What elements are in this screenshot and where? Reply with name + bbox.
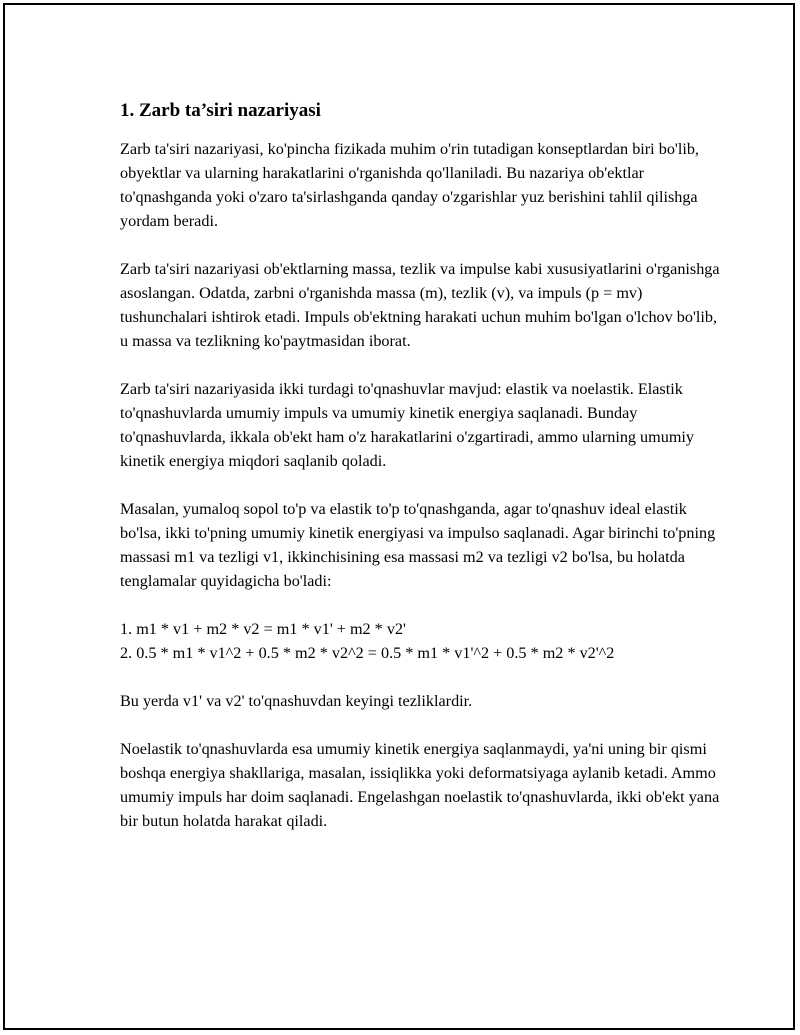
paragraph-properties: Zarb ta'siri nazariyasi ob'ektlarning massa, tezlik va impulse kabi xususiyatlarini o'rganishga asoslangan. Odatda, zarbni o'rganishda massa (m), tezlik (v), va impuls (p = mv) tushunchalari ishtirok etadi. Impuls ob'ektning harakati uchun muhim bo'lgan o'lchov bo'lib, u massa va tezlikning ko'paytmasidan iborat. [120,260,720,350]
page-frame [3,3,795,1030]
equation-momentum: 1. m1 * v1 + m2 * v2 = m1 * v1' + m2 * v2' [120,620,406,638]
equation-kinetic-energy: 2. 0.5 * m1 * v1^2 + 0.5 * m2 * v2^2 = 0.5 * m1 * v1'^2 + 0.5 * m2 * v2'^2 [120,644,615,662]
paragraph-inelastic: Noelastik to'qnashuvlarda esa umumiy kinetik energiya saqlanmaydi, ya'ni uning bir qismi boshqa energiya shakllariga, masalan, issiqlikka yoki deformatsiyaga aylanib ketadi. Ammo umumiy impuls har doim saqlanadi. Engelashgan noelastik to'qnashuvlarda, ikki ob'ekt yana bir butun holatda harakat qiladi. [120,740,720,830]
equations-list [120,617,720,665]
paragraph-intro: Zarb ta'siri nazariyasi, ko'pincha fizikada muhim o'rin tutadigan konseptlardan biri bo'lib, obyektlar va ularning harakatlarini o'rganishda qo'llaniladi. Bu nazariya ob'ektlar to'qnashganda yoki o'zaro ta'sirlashganda qanday o'zgarishlar yuz berishini tahlil qilishga yordam beradi. [120,140,699,230]
paragraph-velocities-note: Bu yerda v1' va v2' to'qnashuvdan keyingi tezliklardir. [120,692,473,710]
section-title: 1. Zarb ta’siri nazariyasi [120,100,321,121]
paragraph-collision-types: Zarb ta'siri nazariyasida ikki turdagi to'qnashuvlar mavjud: elastik va noelastik. Elastik to'qnashuvlarda umumiy impuls va umumiy kinetik energiya saqlanadi. Bunday to'qnashuvlarda, ikkala ob'ekt ham o'z harakatlarini o'zgartiradi, ammo ularning umumiy kinetik energiya miqdori saqlanib qoladi. [120,380,695,470]
document-body [120,97,720,857]
paragraph-example: Masalan, yumaloq sopol to'p va elastik to'p to'qnashganda, agar to'qnashuv ideal elastik bo'lsa, ikki to'pning umumiy kinetik energiyasi va impulso saqlanadi. Agar birinchi to'pning massasi m1 va tezligi v1, ikkinchisining esa massasi m2 va tezligi v2 bo'lsa, bu holatda tenglamalar quyidagicha bo'ladi: [120,500,716,590]
